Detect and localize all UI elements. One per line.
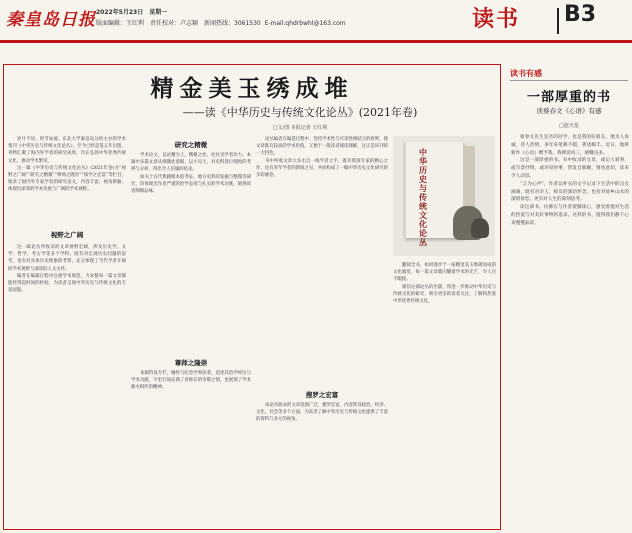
book-cover-photo — [393, 136, 495, 256]
paragraph: 翻阅全书，如同漫步于一座精金美玉堆砌而成的文化殿堂，每一篇文章都闪耀着学术的光芒，令人目不暇接。 — [393, 263, 496, 283]
figurine-decoration-small — [471, 218, 489, 238]
article-column-1 — [8, 136, 126, 228]
article-column-3b — [256, 402, 388, 528]
section-divider — [557, 8, 559, 34]
paragraph: “言为心声”，作者以朴实的文字记录下生活中的点点滴滴，既有对亲人、师友的深切怀念，也有对故乡山水的深情眷恋，更有对人生的深刻思考。 — [511, 181, 629, 203]
paragraph: 这是一部厚重的书。书中收录的文章，或记人叙事，或写景抒情，或评说时事，皆发自肺腑，情真意切，读来令人动容。 — [511, 158, 629, 179]
right-article-subtitle: 读蔡春文《心语》有感 — [536, 107, 602, 115]
page-code: B3 — [564, 2, 597, 27]
paragraph: 论丛编者在编选过程中，坚持学术性与可读性相结合的原则，使文章既有较高的学术价值，又便于一般读者阅读理解，这正是该刊的一大特色。 — [256, 137, 388, 157]
right-column-label: 读书有感 — [510, 69, 542, 78]
main-article-title: 精金美玉绣成堆 — [150, 76, 354, 102]
right-article-body — [511, 134, 629, 530]
article-column-2 — [131, 152, 251, 352]
section-heading-teachers: 尊师之隆崇 — [174, 359, 208, 367]
section-heading-collection: 搜罗之宏富 — [305, 391, 339, 399]
paragraph: 岁月不居，时节如流。东北大学秦皇岛分校主办的学术集刊《中华历史与传统文化论丛》，至今已经是第五年出版，刊物汇聚了海内外学者的研究成果，旨在弘扬中华优秀传统文化，推动学术繁荣。 — [8, 137, 126, 164]
section-heading-vision: 视野之广阔 — [50, 231, 84, 239]
right-article-byline: □赵天星 — [559, 123, 579, 129]
right-article-title: 一部厚重的书 — [526, 90, 611, 105]
paragraph: 编者在编辑过程中注重学术规范，力求使每一篇文章都能经得起时间的检验，为读者呈现中华历史与传统文化的丰富面貌。 — [8, 273, 126, 294]
paragraph: 相信这部论丛的出版，将进一步推动中华历史与传统文化的研究，吸引更多的读者关注、了解和热爱中华优秀传统文化。 — [393, 284, 496, 305]
section-title: 读书 — [472, 7, 521, 32]
newspaper-logo: 秦皇岛日报 — [6, 10, 96, 30]
paragraph: 蔡春文先生是吾的同学，也是我的好朋友。他为人真诚，待人热情，多年来笔耕不辍，著述颇丰。近日，他将新作《心语》赠予我，我捧读再三，感慨良多。 — [511, 135, 629, 156]
paragraph: 该论丛收录的文章范围广泛，搜罗宏富，内容涉及政治、经济、文化、社会等多个方面，为读者了解中华历史与传统文化提供了丰富的资料与多元的视角。 — [256, 403, 388, 423]
masthead — [0, 0, 632, 40]
section-heading-research: 研究之精微 — [174, 141, 208, 149]
right-column-rule — [510, 80, 628, 81]
paragraph: 学术论文，以论精为上。精微之处，往往见学者功力。本辑中多篇文章从细微处着眼，以小见大，对史料进行细致的考辨与分析，得出令人信服的结论。 — [131, 153, 251, 173]
article-column-2b — [131, 370, 251, 528]
main-article-byline: □文/图 本报记者 王红利 — [272, 125, 328, 131]
date-line: 2022年5月23日 星期一 — [96, 9, 168, 16]
masthead-rule — [0, 40, 632, 43]
main-article-subtitle: ——读《中华历史与传统文化论丛》(2021年卷) — [182, 106, 418, 119]
paragraph: 读这部书，仿佛在与作者促膝谈心，感受着他对生活的热爱与对美好事物的追求。这样的书，值得我们静下心来慢慢品读。 — [511, 205, 629, 226]
paragraph: 这一辑论丛所收录的文章视野宏阔，涉及历史学、文学、哲学、考古学等多个学科，既有对宏观历史问题的思考，也有对具体历史现象的考察，充分体现了当代学者开阔的学术视野与深厚的人文关怀。 — [8, 245, 126, 272]
paragraph: 这一辑《中华历史与传统文化论丛》(2021年卷)分“视野之广阔”“研究之精微”“尊师之隆崇”“探学之宏富”等栏目，收录了国内外专家学者的研究论文，内容丰富，视角新颖，体现出深厚的学术功底与广阔的学术视野。 — [8, 165, 126, 193]
article-column-4 — [393, 262, 496, 528]
email-line: E-mail:qhdrbwhl@163.com — [264, 20, 346, 27]
article-column-3 — [256, 136, 388, 386]
article-column-1b — [8, 244, 126, 528]
book-cover-title: 中华历史与传统文化论丛 — [419, 147, 427, 247]
editor-line: 版面编辑：王红利 责任校对：卢志颖 新闻热线：3061530 E-mail:qhdrbwhl@163.com — [96, 20, 346, 27]
paragraph: 如关于古代典籍版本的考证、地方史料的发掘与整理等研究，均体现出作者严谨的治学态度与扎实的学术功底，值得读者细细品味。 — [131, 174, 251, 195]
paragraph: 本辑特设专栏，缅怀与纪念学界前辈，追述其治学经历与学术贡献，字里行间充满了对师长的崇敬之情，也展现了学术薪火相传的精神。 — [131, 371, 251, 391]
paragraph: 书中所收文章大多出自一线学者之手，既有资深专家的精心之作，也有青年学者的新锐之见，共同构成了一幅中华历史文化研究的多彩画卷。 — [256, 158, 388, 179]
